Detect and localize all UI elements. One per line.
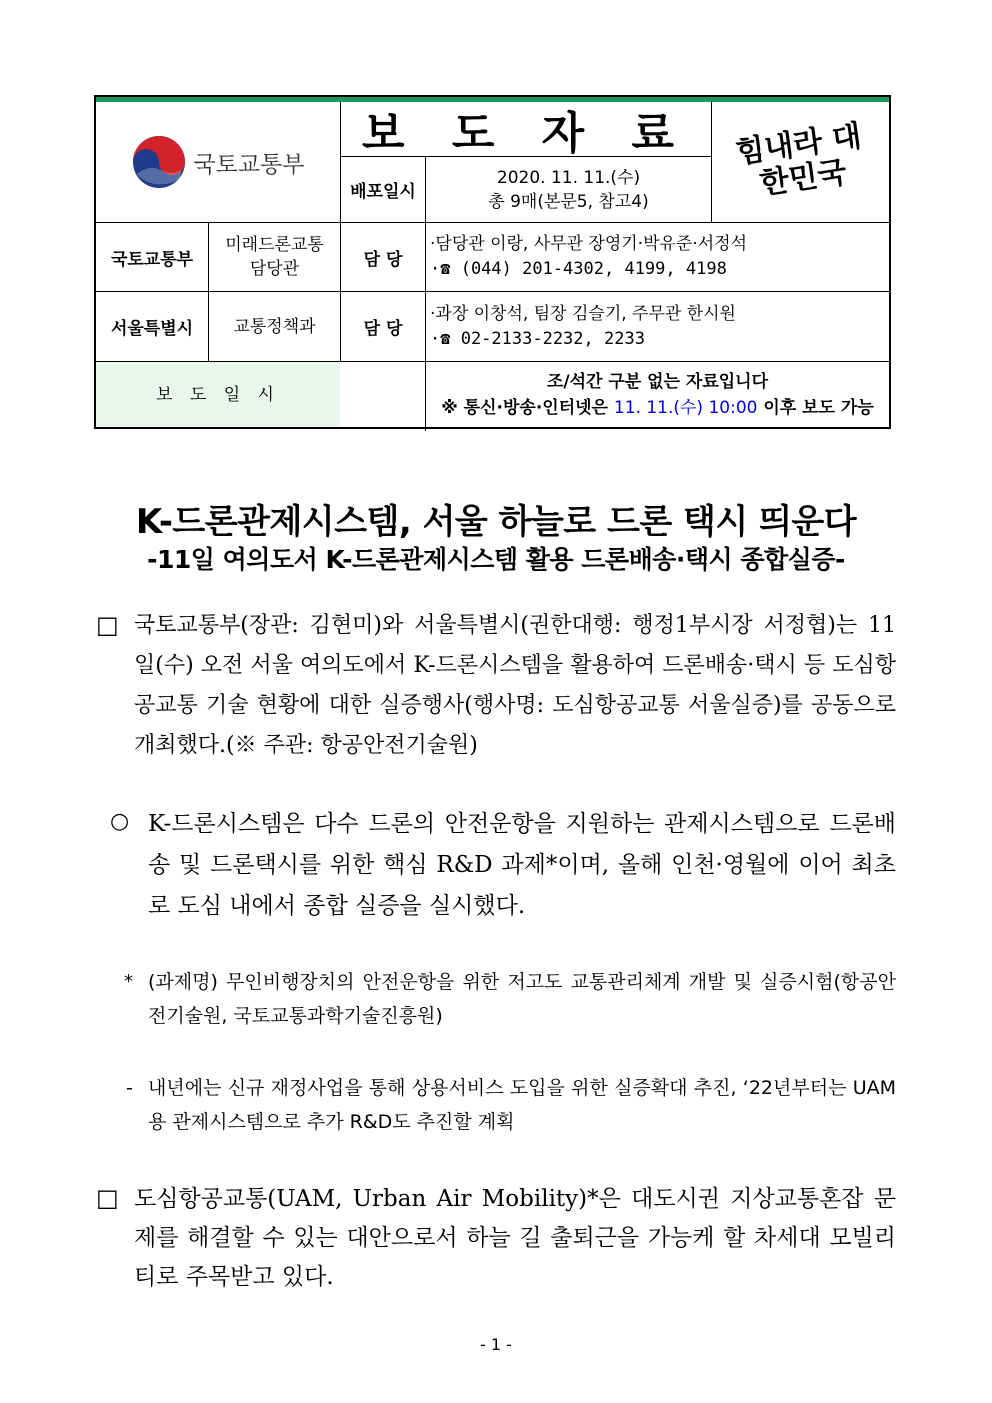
contact-dept-2: 교통정책과 bbox=[233, 316, 316, 337]
note-2: 내년에는 신규 재정사업을 통해 상용서비스 도입을 위한 실증확대 추진, ‘22년부터는 UAM용 관제시스템으로 추가 R&D도 추진할 계획 bbox=[148, 1077, 896, 1133]
paragraph-3-bullet: □ bbox=[96, 1184, 119, 1212]
release-date: 2020. 11. 11.(수) bbox=[496, 167, 641, 188]
contact-phone-2: ·☎ 02-2133-2232, 2233 bbox=[430, 328, 645, 349]
note-1: (과제명) 무인비행장치의 안전운항을 위한 저고도 교통관리체계 개발 및 실증시험(항공안전기술원, 국토교통과학기술진흥원) bbox=[148, 971, 896, 1027]
embargo-prefix: ※ 통신·방송·인터넷은 bbox=[441, 397, 614, 418]
contact-dept-1 bbox=[209, 223, 340, 291]
contact-names-2: ·과장 이창석, 팀장 김슬기, 주무관 한시원 bbox=[430, 303, 736, 324]
subheadline: -11일 여의도서 K-드론관제시스템 활용 드론배송·택시 종합실증- bbox=[147, 545, 845, 574]
slogan-cell bbox=[712, 102, 890, 222]
contact-names-1: ·담당관 이랑, 사무관 장영기·박유준·서정석 bbox=[430, 234, 748, 254]
paragraph-3: 도심항공교통(UAM, Urban Air Mobility)*은 대도시권 지상교통혼잡 문제를 해결할 수 있는 대안으로서 하늘 길 출퇴근을 가능케 할 차세대 모빌리티로 주목받고 있다. bbox=[134, 1186, 896, 1290]
contact-phone-1: ·☎ (044) 201-4302, 4199, 4198 bbox=[430, 259, 727, 279]
embargo-line1: 조/석간 구분 없는 자료입니다 bbox=[546, 371, 769, 392]
release-info bbox=[426, 157, 711, 222]
note-2-bullet: - bbox=[126, 1077, 133, 1099]
paragraph-2-bullet: ○ bbox=[110, 809, 130, 834]
ministry-logo bbox=[96, 102, 340, 222]
embargo-info bbox=[426, 362, 889, 427]
page-number: - 1 - bbox=[480, 1335, 512, 1354]
slogan: 힘내라 대한민국 bbox=[733, 118, 864, 202]
contact-dept-1-line1: 미래드론교통 bbox=[225, 235, 324, 255]
release-date-label: 배포일시 bbox=[350, 182, 416, 202]
headline: K-드론관제시스템, 서울 하늘로 드론 택시 띄운다 bbox=[135, 502, 857, 542]
taegeuk-logo-icon bbox=[131, 134, 187, 190]
ministry-name: 국토교통부 bbox=[193, 151, 305, 178]
contact-info-1 bbox=[430, 223, 885, 291]
page-count: 총 9매(본문5, 참고4) bbox=[488, 191, 649, 212]
press-release-title: 보 도 자 료 bbox=[362, 108, 690, 159]
contact-org-1: 국토교통부 bbox=[110, 249, 194, 270]
paragraph-2: K-드론시스템은 다수 드론의 안전운항을 지원하는 관제시스템으로 드론배송 및 드론택시를 위한 핵심 R&D 과제*이며, 올해 인천·영월에 이어 최초로 도심 내에서 종합 실증을 실시했다. bbox=[148, 811, 896, 919]
press-release-title-cell bbox=[341, 102, 711, 159]
note-1-bullet: * bbox=[124, 971, 133, 992]
contact-label-2: 담 당 bbox=[363, 319, 403, 339]
embargo-suffix: 이후 보도 가능 bbox=[757, 397, 874, 418]
embargo-label: 보 도 일 시 bbox=[156, 384, 280, 405]
embargo-line2 bbox=[441, 395, 874, 421]
contact-info-2 bbox=[430, 292, 885, 361]
press-header-table bbox=[94, 95, 891, 429]
contact-label-1: 담 당 bbox=[363, 249, 403, 270]
embargo-label-cell bbox=[96, 362, 340, 427]
paragraph-1: 국토교통부(장관: 김현미)와 서울특별시(권한대행: 행정1부시장 서정협)는 11일(수) 오전 서울 여의도에서 K-드론시스템을 활용하여 드론배송·택시 등 도심항공교통 기술 현황에 대한 실증행사(행사명: 도심항공교통 서울실증)를 공동으로 개최했다.(※ 주관: 항공안전기술원) bbox=[134, 613, 896, 758]
paragraph-1-bullet: □ bbox=[96, 611, 119, 639]
contact-org-2: 서울특별시 bbox=[110, 319, 194, 339]
contact-dept-1-line2: 담당관 bbox=[249, 259, 300, 279]
embargo-time: 11. 11.(수) 10:00 bbox=[613, 397, 758, 418]
